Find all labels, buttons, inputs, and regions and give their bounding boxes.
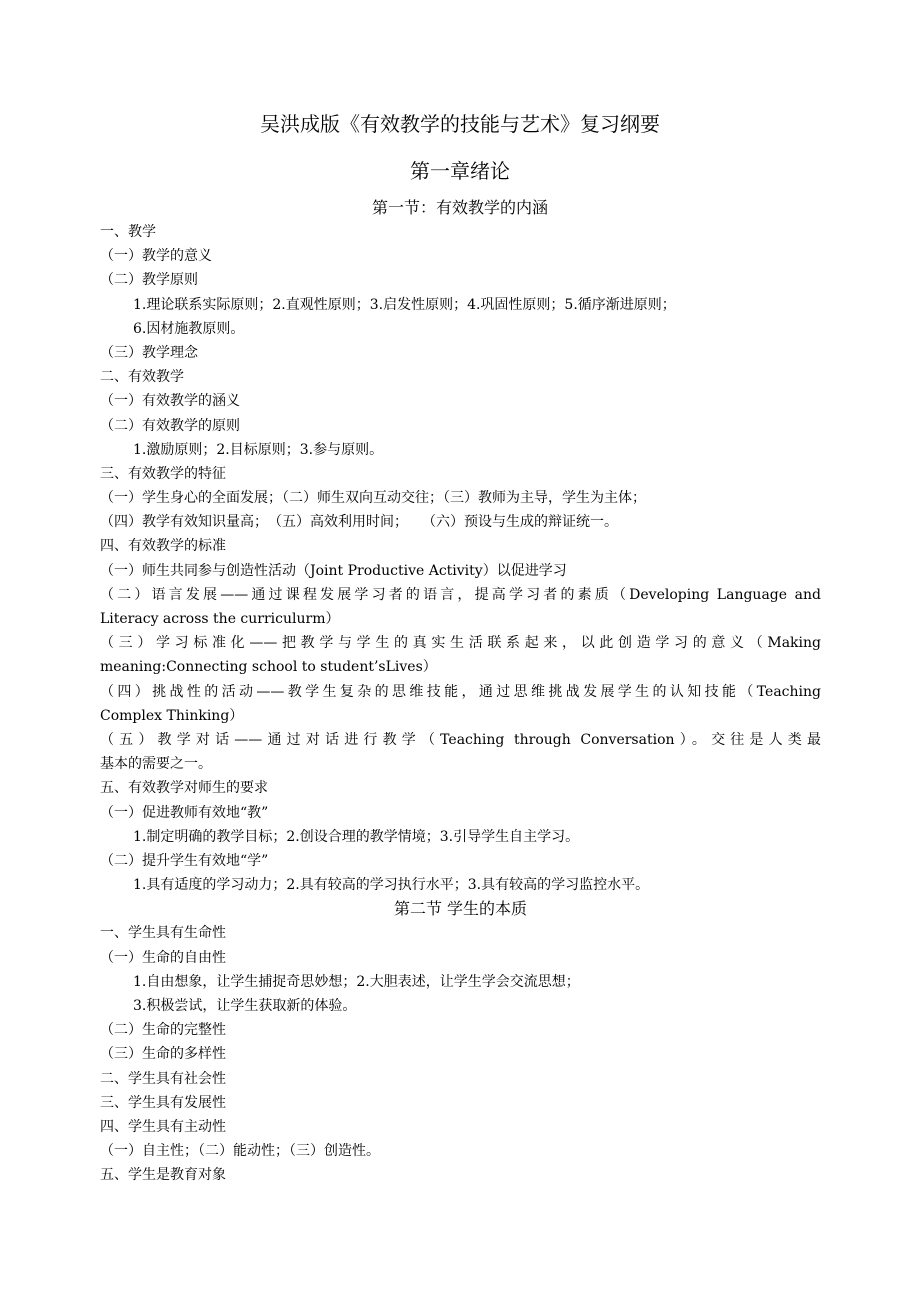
document-title: 吴洪成版《有效教学的技能与艺术》复习纲要 bbox=[260, 112, 660, 136]
text-line: 3.积极尝试，让学生获取新的体验。 bbox=[133, 998, 357, 1014]
section-heading-2: 第二节 学生的本质 bbox=[393, 899, 528, 919]
text-line: 三、有效教学的特征 bbox=[100, 465, 226, 482]
text-line: （一）自主性；（二）能动性；（三）创造性。 bbox=[100, 1143, 380, 1160]
text-line: 二、学生具有社会性 bbox=[100, 1070, 226, 1087]
document-body bbox=[100, 220, 821, 1188]
text-line: 基本的需要之一。 bbox=[100, 756, 212, 773]
text-line: （四）教学有效知识量高； （五）高效利用时间； （六）预设与生成的辩证统一。 bbox=[100, 514, 618, 531]
text-line: 三、学生具有发展性 bbox=[100, 1094, 226, 1111]
text-line: 6.因材施教原则。 bbox=[133, 320, 245, 337]
text-line: （一）师生共同参与创造性活动（Joint Productive Activity）以促进学习 bbox=[100, 562, 567, 579]
text-line: （二）生命的完整性 bbox=[100, 1022, 226, 1039]
text-line: （二）提升学生有效地“学” bbox=[100, 852, 269, 869]
text-line: （一）有效教学的涵义 bbox=[100, 393, 240, 410]
text-line: （一）促进教师有效地“教” bbox=[100, 804, 269, 821]
text-line: 二、有效教学 bbox=[100, 369, 184, 386]
text-line: Complex Thinking） bbox=[100, 707, 244, 724]
text-line: （二）教学原则 bbox=[100, 272, 198, 289]
chapter-heading: 第一章绪论 bbox=[410, 159, 510, 183]
text-line: 1.理论联系实际原则；2.直观性原则；3.启发性原则；4.巩固性原则；5.循序渐进原则； bbox=[133, 296, 676, 313]
text-line: （三）教学理念 bbox=[100, 344, 198, 361]
text-line: Literacy across the curriculurm） bbox=[100, 611, 340, 627]
text-line: （四）挑战性的活动——教学生复杂的思维技能，通过思维挑战发展学生的认知技能（Teaching bbox=[100, 683, 821, 700]
text-line: （三）学习标准化——把教学与学生的真实生活联系起来，以此创造学习的意义（Making bbox=[100, 635, 821, 652]
text-line: 1.自由想象，让学生捕捉奇思妙想；2.大胆表述，让学生学会交流思想； bbox=[133, 973, 580, 990]
text-line: （一）教学的意义 bbox=[100, 248, 212, 265]
text-line: （二）有效教学的原则 bbox=[100, 417, 240, 434]
text-line: （二）语言发展——通过课程发展学习者的语言，提高学习者的素质（Developing Language and bbox=[100, 586, 821, 603]
text-line: （一）生命的自由性 bbox=[100, 949, 226, 966]
text-line: meaning:Connecting school to student’sLives） bbox=[100, 659, 437, 676]
text-line: 四、学生具有主动性 bbox=[100, 1118, 226, 1135]
text-line: 五、学生是教育对象 bbox=[100, 1167, 226, 1184]
text-line: 1.激励原则；2.目标原则；3.参与原则。 bbox=[133, 441, 384, 458]
text-line: 四、有效教学的标准 bbox=[100, 538, 226, 555]
text-line: （三）生命的多样性 bbox=[100, 1046, 226, 1063]
text-line: 五、有效教学对师生的要求 bbox=[100, 780, 268, 797]
text-line: （五）教学对话——通过对话进行教学（Teaching through Conversation）。交往是人类最 bbox=[100, 731, 821, 748]
text-line: 1.具有适度的学习动力；2.具有较高的学习执行水平；3.具有较高的学习监控水平。 bbox=[133, 877, 650, 894]
text-line: 1.制定明确的教学目标；2.创设合理的教学情境；3.引导学生自主学习。 bbox=[133, 828, 580, 845]
text-line: （一）学生身心的全面发展；（二）师生双向互动交往；（三）教师为主导，学生为主体； bbox=[100, 490, 646, 507]
text-line: 一、教学 bbox=[100, 224, 156, 240]
text-line: 一、学生具有生命性 bbox=[100, 925, 226, 942]
section-heading-1: 第一节：有效教学的内涵 bbox=[371, 198, 548, 217]
